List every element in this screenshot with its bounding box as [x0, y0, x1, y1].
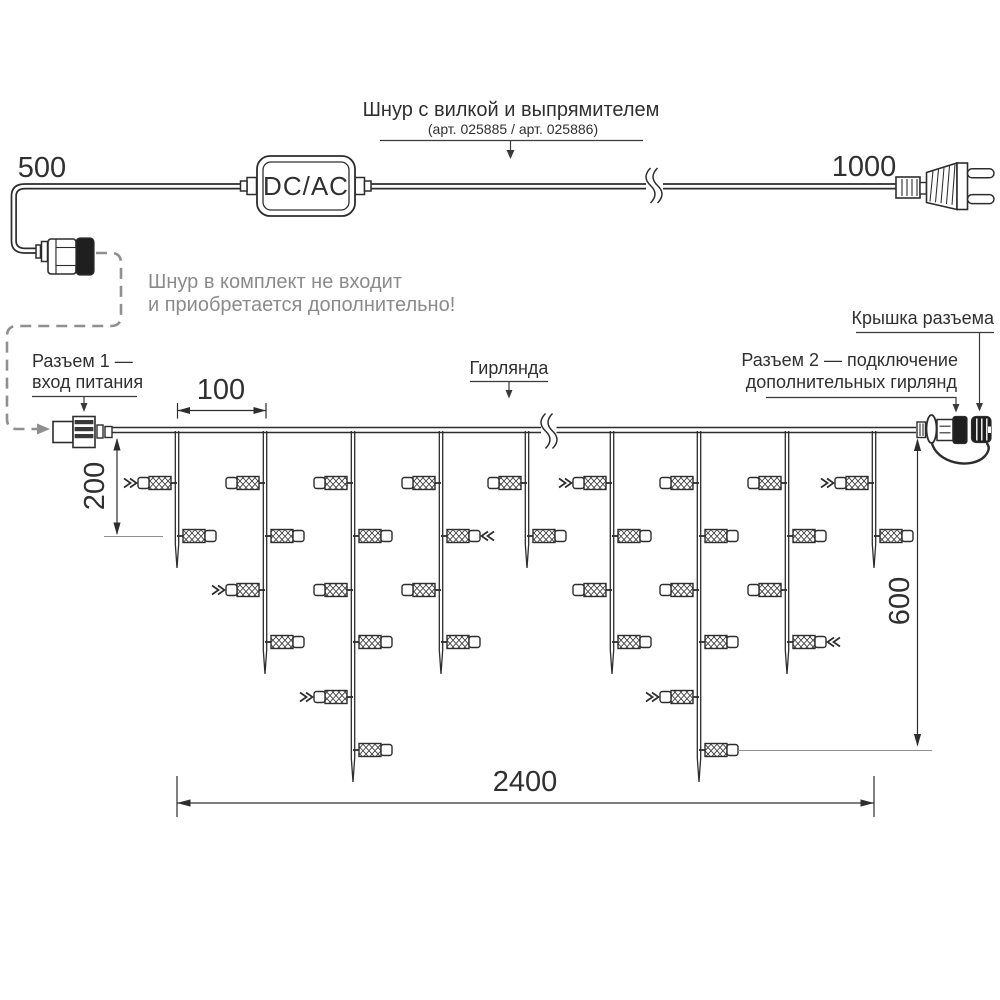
light-cap [640, 531, 651, 542]
light-cap [381, 531, 392, 542]
arrow-down-icon [914, 734, 921, 747]
connector2-leader [766, 398, 960, 413]
arrow-right-icon [37, 424, 50, 435]
garland-connector1 [53, 417, 112, 448]
light-cap [381, 637, 392, 648]
light-cap [573, 585, 584, 596]
light-cap [815, 637, 826, 648]
light-cap [314, 692, 325, 703]
arrow-down-icon [507, 150, 515, 159]
garland-connector2 [917, 415, 991, 464]
direction-chevron-icon [646, 693, 659, 702]
power-plug [896, 163, 994, 210]
connector1-label-line1: Разъем 1 — [32, 351, 133, 371]
light-cap [226, 478, 237, 489]
garland-drop [872, 431, 875, 568]
cord-title: Шнур с вилкой и выпрямителем [362, 99, 660, 121]
light-bulb-icon [846, 477, 868, 490]
garland-leader [470, 382, 548, 399]
plug-prong-icon [968, 169, 995, 178]
light-bulb-icon [705, 530, 727, 543]
light-bulb-icon [533, 530, 555, 543]
light-bulb-icon [618, 636, 640, 649]
light-cap [293, 531, 304, 542]
dashed-connection-leader [7, 253, 121, 435]
cap-label: Крышка разъема [851, 308, 994, 328]
light-bulb-icon [671, 477, 693, 490]
light-bulb-icon [671, 691, 693, 704]
cap-lanyard [932, 442, 989, 464]
direction-chevron-icon [300, 693, 313, 702]
cord-right-cable [371, 184, 896, 189]
light-cap [555, 531, 566, 542]
light-cap [314, 478, 325, 489]
light-bulb-icon [584, 477, 606, 490]
light-cap [727, 637, 738, 648]
dim-2400-label: 2400 [492, 766, 558, 798]
direction-chevron-icon [821, 479, 834, 488]
cord-subtitle: (арт. 025885 / арт. 025886) [427, 121, 599, 137]
arrow-down-icon [976, 403, 983, 412]
light-cap [660, 478, 671, 489]
power-input-connector [36, 238, 94, 275]
arrow-down-icon [953, 404, 960, 413]
direction-chevron-icon [828, 638, 841, 647]
light-cap [381, 745, 392, 756]
light-cap [402, 478, 413, 489]
connector1-leader [32, 397, 137, 413]
light-cap [314, 585, 325, 596]
garland-drop [525, 431, 528, 568]
light-bulb-icon [499, 477, 521, 490]
light-bulb-icon [271, 636, 293, 649]
light-bulb-icon [271, 530, 293, 543]
arrow-right-icon [254, 407, 267, 414]
light-cap [660, 692, 671, 703]
light-bulb-icon [447, 636, 469, 649]
arrow-left-icon [178, 407, 191, 414]
light-cap [469, 531, 480, 542]
light-bulb-icon [237, 477, 259, 490]
plug-prong-icon [968, 195, 995, 204]
garland-drop [785, 431, 788, 674]
direction-chevron-icon [212, 586, 225, 595]
garland-drop [439, 431, 442, 674]
dimension-drop-spacing [178, 374, 267, 419]
direction-chevron-icon [482, 532, 495, 541]
converter-label: DC/AC [263, 171, 349, 201]
light-bulb-icon [705, 744, 727, 757]
light-bulb-icon [325, 691, 347, 704]
light-cap [226, 585, 237, 596]
light-cap [138, 478, 149, 489]
light-bulb-icon [359, 530, 381, 543]
light-cap [293, 637, 304, 648]
garland-label: Гирлянда [469, 358, 549, 378]
cord-length-right-label: 1000 [831, 151, 897, 183]
wire-break-icon [541, 414, 557, 449]
garland-drop [610, 431, 613, 674]
light-cap [815, 531, 826, 542]
light-bulb-icon [793, 530, 815, 543]
dim-600-label: 600 [884, 576, 916, 626]
arrow-up-icon [914, 439, 921, 452]
light-cap [748, 585, 759, 596]
dimension-length [177, 766, 874, 817]
garland-drops [124, 431, 913, 782]
direction-chevron-icon [559, 479, 572, 488]
garland-drop [175, 431, 178, 568]
light-bulb-icon [325, 477, 347, 490]
arrow-right-icon [861, 799, 875, 806]
connector2-label-line1: Разъем 2 — подключение [741, 350, 958, 370]
light-bulb-icon [237, 584, 259, 597]
light-cap [488, 478, 499, 489]
light-bulb-icon [759, 584, 781, 597]
dim-200-label: 200 [79, 461, 111, 511]
arrow-left-icon [177, 799, 191, 806]
light-cap [835, 478, 846, 489]
light-bulb-icon [183, 530, 205, 543]
arrow-up-icon [113, 438, 120, 451]
light-bulb-icon [671, 584, 693, 597]
cord-length-left-label: 500 [17, 152, 67, 184]
dim-100-label: 100 [196, 374, 246, 406]
arrow-down-icon [506, 390, 513, 399]
cord-title-leader [380, 141, 643, 160]
garland-diagram [32, 308, 995, 817]
light-cap [573, 478, 584, 489]
connector2-label-line2: дополнительных гирлянд [745, 372, 957, 392]
connector1-label-line2: вход питания [32, 372, 144, 392]
light-bulb-icon [359, 744, 381, 757]
light-cap [205, 531, 216, 542]
light-cap [902, 531, 913, 542]
light-cap [660, 585, 671, 596]
light-cap [469, 637, 480, 648]
light-cap [402, 585, 413, 596]
garland-drop [263, 431, 266, 674]
connector-black-cap [76, 238, 94, 275]
light-bulb-icon [359, 636, 381, 649]
arrow-down-icon [113, 523, 120, 536]
light-bulb-icon [413, 584, 435, 597]
light-cap [748, 478, 759, 489]
light-cap [727, 531, 738, 542]
light-bulb-icon [759, 477, 781, 490]
light-bulb-icon [584, 584, 606, 597]
note-not-included-line2: и приобретается дополнительно! [148, 294, 456, 316]
light-bulb-icon [793, 636, 815, 649]
cable-break-icon [646, 168, 662, 203]
light-cap [727, 745, 738, 756]
light-bulb-icon [325, 584, 347, 597]
arrow-down-icon [81, 403, 88, 412]
light-bulb-icon [447, 530, 469, 543]
connector-cap [972, 417, 992, 443]
note-not-included-line1: Шнур в комплект не входит [148, 271, 402, 293]
light-bulb-icon [618, 530, 640, 543]
light-bulb-icon [880, 530, 902, 543]
light-bulb-icon [705, 636, 727, 649]
direction-chevron-icon [124, 479, 137, 488]
light-bulb-icon [149, 477, 171, 490]
light-bulb-icon [413, 477, 435, 490]
light-cap [640, 637, 651, 648]
garland-wire [112, 428, 916, 433]
